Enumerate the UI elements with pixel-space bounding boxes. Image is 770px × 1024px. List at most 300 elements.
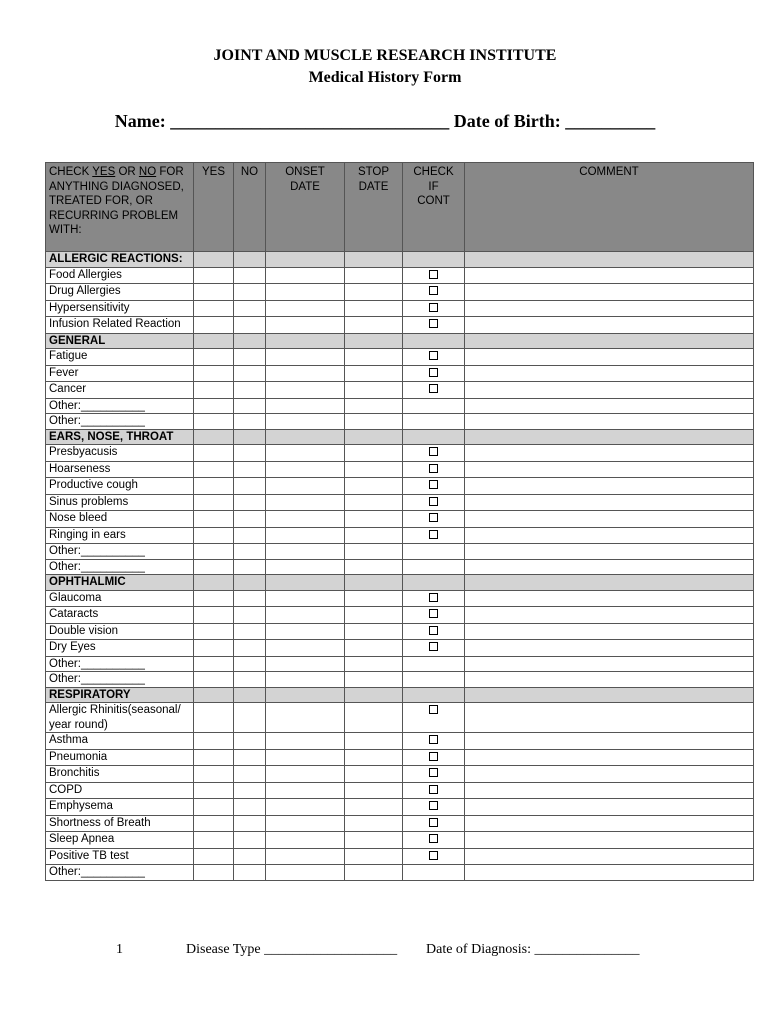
stop-date-cell[interactable] [345,749,403,766]
continuing-cell[interactable] [403,445,465,462]
onset-date-cell[interactable] [266,494,345,511]
yes-cell[interactable] [194,865,234,881]
comment-column-header: COMMENT [465,163,754,252]
continuing-cell[interactable] [403,733,465,750]
condition-row [46,832,754,849]
checkbox-icon[interactable] [429,735,438,744]
stop-date-cell[interactable] [345,317,403,334]
yes-cell[interactable] [194,300,234,317]
stop-date-cell[interactable] [345,703,403,733]
stop-date-cell[interactable] [345,865,403,881]
checkbox-icon[interactable] [429,351,438,360]
section-blank-cell [403,333,465,349]
continuing-cell[interactable] [403,284,465,301]
stop-date-cell[interactable] [345,623,403,640]
checkbox-icon[interactable] [429,447,438,456]
no-cell[interactable] [234,766,266,783]
onset-date-cell[interactable] [266,815,345,832]
no-cell[interactable] [234,749,266,766]
yes-cell[interactable] [194,317,234,334]
stop-date-cell[interactable] [345,445,403,462]
condition-label: Sleep Apnea [46,832,194,849]
yes-cell[interactable] [194,511,234,528]
stop-date-cell[interactable] [345,640,403,657]
condition-label: Hypersensitivity [46,300,194,317]
section-title: EARS, NOSE, THROAT [46,429,194,445]
yes-cell[interactable] [194,398,234,414]
comment-cell[interactable] [465,527,754,544]
yes-cell[interactable] [194,623,234,640]
no-cell[interactable] [234,414,266,430]
onset-date-cell[interactable] [266,623,345,640]
comment-cell[interactable] [465,398,754,414]
section-blank-cell [403,575,465,591]
comment-cell[interactable] [465,832,754,849]
onset-date-cell[interactable] [266,766,345,783]
condition-label: Other:__________ [46,544,194,560]
onset-date-cell[interactable] [266,607,345,624]
stop-date-cell[interactable] [345,848,403,865]
continuing-cell[interactable] [403,398,465,414]
checkbox-icon[interactable] [429,752,438,761]
no-cell[interactable] [234,382,266,399]
onset-date-cell[interactable] [266,284,345,301]
yes-cell[interactable] [194,349,234,366]
onset-date-cell[interactable] [266,640,345,657]
section-blank-cell [234,333,266,349]
yes-cell[interactable] [194,445,234,462]
continuing-cell[interactable] [403,494,465,511]
no-cell[interactable] [234,478,266,495]
yes-cell[interactable] [194,832,234,849]
comment-cell[interactable] [465,365,754,382]
continuing-cell[interactable] [403,672,465,688]
continuing-cell[interactable] [403,623,465,640]
condition-label: Drug Allergies [46,284,194,301]
continuing-cell[interactable] [403,511,465,528]
comment-cell[interactable] [465,749,754,766]
onset-date-cell[interactable] [266,398,345,414]
condition-label: Other:__________ [46,656,194,672]
onset-date-cell[interactable] [266,461,345,478]
continuing-cell[interactable] [403,848,465,865]
no-cell[interactable] [234,461,266,478]
stop-date-cell[interactable] [345,590,403,607]
stop-date-cell[interactable] [345,382,403,399]
comment-cell[interactable] [465,559,754,575]
onset-date-cell[interactable] [266,672,345,688]
checkbox-icon[interactable] [429,270,438,279]
yes-cell[interactable] [194,799,234,816]
no-cell[interactable] [234,799,266,816]
yes-cell[interactable] [194,733,234,750]
condition-label: Other:__________ [46,398,194,414]
comment-cell[interactable] [465,672,754,688]
condition-label: Presbyacusis [46,445,194,462]
checkbox-icon[interactable] [429,768,438,777]
condition-row [46,414,754,430]
stop-date-cell[interactable] [345,349,403,366]
onset-date-cell[interactable] [266,590,345,607]
yes-cell[interactable] [194,527,234,544]
checkbox-icon[interactable] [429,464,438,473]
condition-label: Fever [46,365,194,382]
condition-row [46,749,754,766]
stop-date-cell[interactable] [345,656,403,672]
continuing-cell[interactable] [403,865,465,881]
condition-row [46,865,754,881]
no-cell[interactable] [234,349,266,366]
continuing-cell[interactable] [403,317,465,334]
stop-date-cell[interactable] [345,832,403,849]
continuing-cell[interactable] [403,815,465,832]
comment-cell[interactable] [465,478,754,495]
stop-date-cell[interactable] [345,527,403,544]
no-cell[interactable] [234,815,266,832]
yes-cell[interactable] [194,461,234,478]
yes-cell[interactable] [194,656,234,672]
stop-date-cell[interactable] [345,766,403,783]
comment-cell[interactable] [465,317,754,334]
comment-cell[interactable] [465,848,754,865]
onset-date-cell[interactable] [266,527,345,544]
onset-date-cell[interactable] [266,414,345,430]
yes-cell[interactable] [194,815,234,832]
stop-date-cell[interactable] [345,267,403,284]
onset-date-cell[interactable] [266,832,345,849]
condition-row [46,559,754,575]
stop-date-cell[interactable] [345,511,403,528]
section-blank-cell [465,429,754,445]
condition-label: Cancer [46,382,194,399]
no-cell[interactable] [234,511,266,528]
condition-row [46,317,754,334]
section-blank-cell [345,333,403,349]
section-header-row [46,575,754,591]
comment-cell[interactable] [465,703,754,733]
stop-date-cell[interactable] [345,414,403,430]
no-cell[interactable] [234,733,266,750]
continuing-cell[interactable] [403,559,465,575]
yes-cell[interactable] [194,782,234,799]
checkbox-icon[interactable] [429,785,438,794]
condition-row [46,815,754,832]
checkbox-icon[interactable] [429,834,438,843]
continuing-cell[interactable] [403,365,465,382]
condition-row [46,799,754,816]
onset-date-cell[interactable] [266,478,345,495]
onset-date-cell[interactable] [266,317,345,334]
condition-label: Other:__________ [46,865,194,881]
condition-row [46,607,754,624]
condition-label: Productive cough [46,478,194,495]
yes-cell[interactable] [194,267,234,284]
comment-cell[interactable] [465,300,754,317]
section-blank-cell [266,687,345,703]
table-header-row [46,163,754,252]
continuing-cell[interactable] [403,590,465,607]
no-cell[interactable] [234,300,266,317]
no-cell[interactable] [234,848,266,865]
checkbox-icon[interactable] [429,851,438,860]
no-cell[interactable] [234,527,266,544]
onset-date-cell[interactable] [266,559,345,575]
onset-date-column-header: ONSET DATE [266,163,345,252]
condition-row [46,494,754,511]
yes-cell[interactable] [194,478,234,495]
checkbox-icon[interactable] [429,609,438,618]
stop-date-cell[interactable] [345,461,403,478]
no-cell[interactable] [234,398,266,414]
continuing-cell[interactable] [403,478,465,495]
onset-date-cell[interactable] [266,703,345,733]
checkbox-icon[interactable] [429,303,438,312]
no-cell[interactable] [234,623,266,640]
onset-date-cell[interactable] [266,544,345,560]
no-cell[interactable] [234,656,266,672]
condition-label: Allergic Rhinitis(seasonal/ year round) [46,703,194,733]
condition-label: Other:__________ [46,414,194,430]
comment-cell[interactable] [465,782,754,799]
section-title: RESPIRATORY [46,687,194,703]
continuing-cell[interactable] [403,300,465,317]
continuing-cell[interactable] [403,656,465,672]
comment-cell[interactable] [465,461,754,478]
section-blank-cell [234,252,266,268]
no-cell[interactable] [234,559,266,575]
stop-date-cell[interactable] [345,300,403,317]
continuing-cell[interactable] [403,782,465,799]
yes-cell[interactable] [194,414,234,430]
continuing-cell[interactable] [403,832,465,849]
condition-row [46,382,754,399]
continuing-cell[interactable] [403,799,465,816]
no-cell[interactable] [234,365,266,382]
section-blank-cell [266,575,345,591]
onset-date-cell[interactable] [266,300,345,317]
comment-cell[interactable] [465,511,754,528]
onset-date-cell[interactable] [266,267,345,284]
section-blank-cell [266,429,345,445]
checkbox-icon[interactable] [429,705,438,714]
stop-date-cell[interactable] [345,782,403,799]
check-if-cont-column-header: CHECK IF CONT [403,163,465,252]
comment-cell[interactable] [465,590,754,607]
section-blank-cell [234,687,266,703]
no-cell[interactable] [234,445,266,462]
yes-cell[interactable] [194,590,234,607]
disease-type-field[interactable]: Disease Type ___________________ [186,942,398,957]
condition-label: Other:__________ [46,672,194,688]
continuing-cell[interactable] [403,527,465,544]
onset-date-cell[interactable] [266,656,345,672]
yes-cell[interactable] [194,766,234,783]
onset-date-cell[interactable] [266,445,345,462]
condition-row [46,672,754,688]
condition-row [46,640,754,657]
condition-row [46,544,754,560]
page-number: 1 [116,942,123,957]
continuing-cell[interactable] [403,607,465,624]
comment-cell[interactable] [465,267,754,284]
no-cell[interactable] [234,703,266,733]
continuing-cell[interactable] [403,766,465,783]
continuing-cell[interactable] [403,640,465,657]
yes-cell[interactable] [194,494,234,511]
condition-label: Other:__________ [46,559,194,575]
section-header-row [46,429,754,445]
section-blank-cell [234,575,266,591]
continuing-cell[interactable] [403,703,465,733]
yes-cell[interactable] [194,848,234,865]
no-cell[interactable] [234,267,266,284]
continuing-cell[interactable] [403,414,465,430]
continuing-cell[interactable] [403,544,465,560]
checkbox-icon[interactable] [429,801,438,810]
no-cell[interactable] [234,607,266,624]
comment-cell[interactable] [465,414,754,430]
stop-date-cell[interactable] [345,815,403,832]
yes-cell[interactable] [194,365,234,382]
no-cell[interactable] [234,590,266,607]
condition-label: Asthma [46,733,194,750]
comment-cell[interactable] [465,799,754,816]
stop-date-cell[interactable] [345,607,403,624]
yes-cell[interactable] [194,382,234,399]
stop-date-cell[interactable] [345,478,403,495]
condition-label: Infusion Related Reaction [46,317,194,334]
condition-label: Bronchitis [46,766,194,783]
comment-cell[interactable] [465,544,754,560]
name-dob-line[interactable]: Name: _______________________________ Date of Birth: __________ [114,111,656,131]
no-cell[interactable] [234,832,266,849]
yes-cell[interactable] [194,749,234,766]
no-cell[interactable] [234,782,266,799]
condition-label: Dry Eyes [46,640,194,657]
checkbox-icon[interactable] [429,384,438,393]
comment-cell[interactable] [465,284,754,301]
no-cell[interactable] [234,317,266,334]
comment-cell[interactable] [465,494,754,511]
section-blank-cell [194,575,234,591]
stop-date-cell[interactable] [345,398,403,414]
question-header: CHECK YES OR NO FOR ANYTHING DIAGNOSED, TREATED FOR, OR RECURRING PROBLEM WITH: [46,163,194,252]
checkbox-icon[interactable] [429,818,438,827]
yes-cell[interactable] [194,672,234,688]
condition-row [46,590,754,607]
yes-cell[interactable] [194,559,234,575]
condition-label: Sinus problems [46,494,194,511]
stop-date-cell[interactable] [345,284,403,301]
continuing-cell[interactable] [403,461,465,478]
no-cell[interactable] [234,865,266,881]
section-blank-cell [465,333,754,349]
onset-date-cell[interactable] [266,349,345,366]
stop-date-cell[interactable] [345,544,403,560]
checkbox-icon[interactable] [429,513,438,522]
condition-row [46,284,754,301]
checkbox-icon[interactable] [429,530,438,539]
yes-cell[interactable] [194,640,234,657]
stop-date-cell[interactable] [345,672,403,688]
checkbox-icon[interactable] [429,593,438,602]
section-blank-cell [345,575,403,591]
onset-date-cell[interactable] [266,848,345,865]
comment-cell[interactable] [465,640,754,657]
comment-cell[interactable] [465,349,754,366]
stop-date-cell[interactable] [345,559,403,575]
yes-cell[interactable] [194,284,234,301]
comment-cell[interactable] [465,656,754,672]
comment-cell[interactable] [465,815,754,832]
no-cell[interactable] [234,640,266,657]
comment-cell[interactable] [465,865,754,881]
continuing-cell[interactable] [403,267,465,284]
medical-history-table [45,162,754,881]
onset-date-cell[interactable] [266,782,345,799]
section-blank-cell [266,252,345,268]
no-cell[interactable] [234,672,266,688]
onset-date-cell[interactable] [266,749,345,766]
comment-cell[interactable] [465,766,754,783]
yes-cell[interactable] [194,544,234,560]
date-of-diagnosis-field[interactable]: Date of Diagnosis: _______________ [426,942,640,957]
onset-date-cell[interactable] [266,865,345,881]
stop-date-cell[interactable] [345,799,403,816]
checkbox-icon[interactable] [429,626,438,635]
onset-date-cell[interactable] [266,799,345,816]
stop-date-cell[interactable] [345,494,403,511]
section-blank-cell [403,687,465,703]
onset-date-cell[interactable] [266,511,345,528]
section-blank-cell [194,429,234,445]
condition-row [46,848,754,865]
no-cell[interactable] [234,544,266,560]
comment-cell[interactable] [465,733,754,750]
comment-cell[interactable] [465,382,754,399]
condition-row [46,703,754,733]
checkbox-icon[interactable] [429,368,438,377]
condition-label: Food Allergies [46,267,194,284]
continuing-cell[interactable] [403,349,465,366]
continuing-cell[interactable] [403,749,465,766]
checkbox-icon[interactable] [429,319,438,328]
checkbox-icon[interactable] [429,480,438,489]
no-cell[interactable] [234,284,266,301]
condition-row [46,478,754,495]
comment-cell[interactable] [465,445,754,462]
checkbox-icon[interactable] [429,642,438,651]
stop-date-cell[interactable] [345,365,403,382]
onset-date-cell[interactable] [266,365,345,382]
stop-date-cell[interactable] [345,733,403,750]
condition-label: Emphysema [46,799,194,816]
checkbox-icon[interactable] [429,497,438,506]
onset-date-cell[interactable] [266,382,345,399]
section-blank-cell [345,252,403,268]
comment-cell[interactable] [465,623,754,640]
no-cell[interactable] [234,494,266,511]
onset-date-cell[interactable] [266,733,345,750]
yes-cell[interactable] [194,607,234,624]
no-column-header: NO [234,163,266,252]
yes-cell[interactable] [194,703,234,733]
continuing-cell[interactable] [403,382,465,399]
section-blank-cell [194,333,234,349]
checkbox-icon[interactable] [429,286,438,295]
comment-cell[interactable] [465,607,754,624]
section-title: GENERAL [46,333,194,349]
